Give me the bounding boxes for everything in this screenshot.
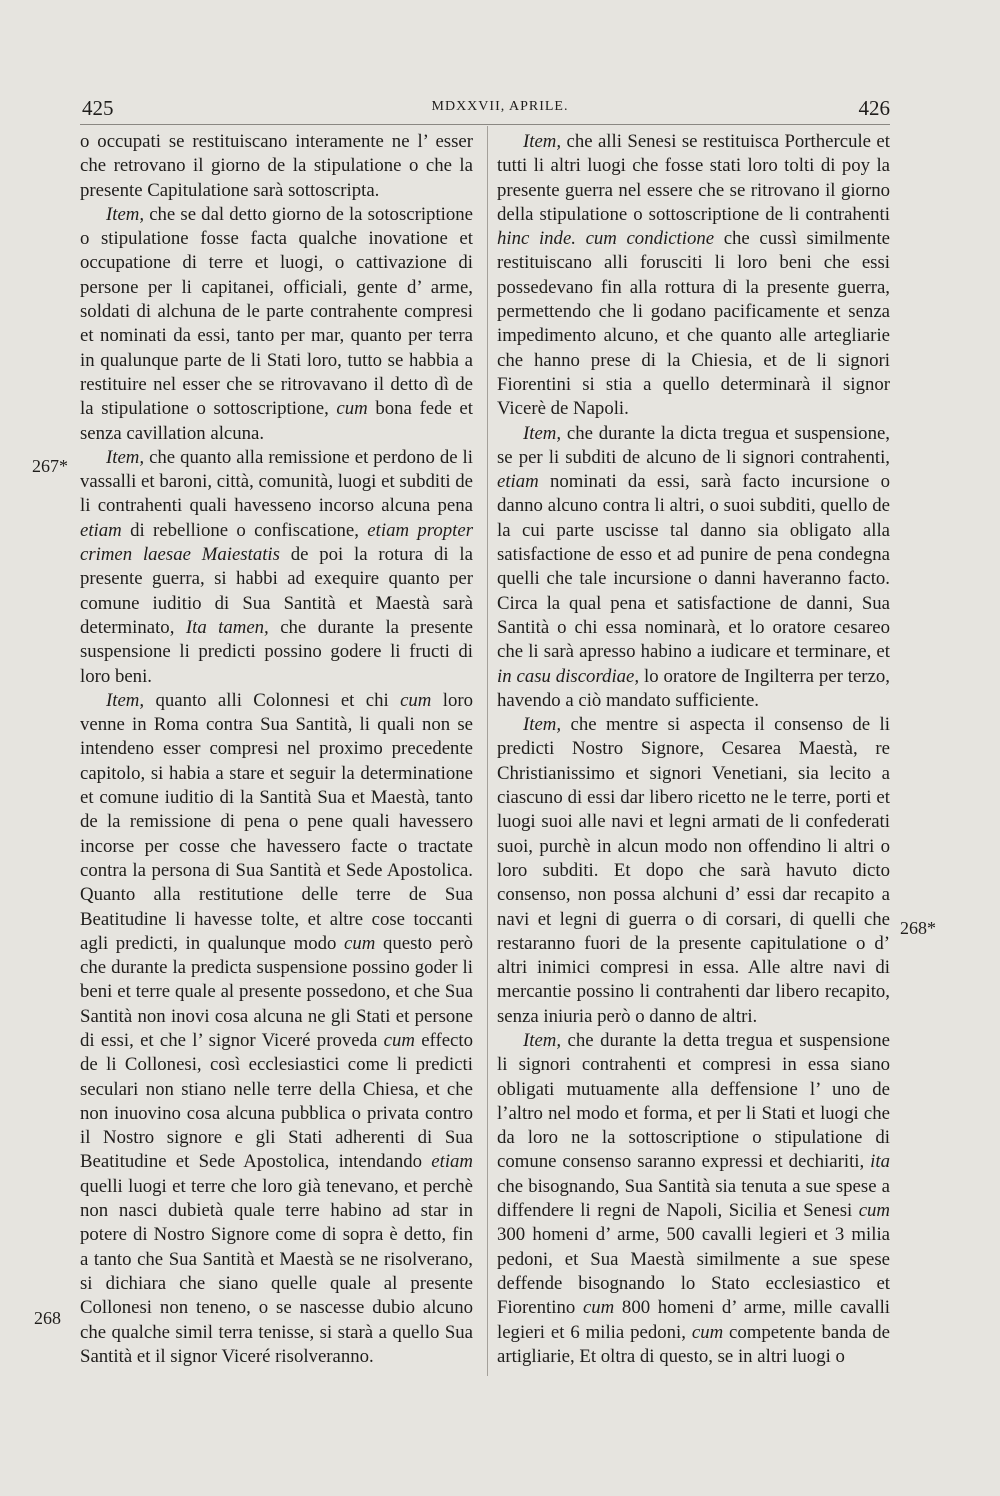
text-run: bona fede et senza cavillation alcuna. [80,398,473,444]
text-run: effecto de li Collonesi, così ecclesiastici come li predicti seculari non stiano nelle terre della Chiesa, et che non inuovino cosa alcuna pubblica o privata contro il Nostro signore e gli Stati adherenti di Sua Beatitudine et Sede Apostolica, intendando [80,1029,473,1173]
text-run: quelli luogi et terre che loro già tenevano, et perchè non nasci dubietà quale terre habino ad star in potere di Nostro Signore come di sopra è detto, fin a tanto che Sua Santità et Maestà se ne risolverano, si dichiara che siano quelle quale al presente Collonesi non teneno, o se nascesse dubio alcuno che qualche simil terra tenisse, si starà a quello Sua Santità et il signor Viceré risolveranno. [80,1175,473,1367]
paragraph [497,422,890,714]
right-page-number: 426 [858,96,890,120]
text-run: o occupati se restituiscano interamente ne l’ esser che retrovano il giorno de la stipulatione o che la presente Capitulatione sarà sottoscripta. [80,131,473,201]
text-run: quanto alli Colonnesi et chi [144,689,401,711]
running-title: MDXXVII, APRILE. [431,99,569,114]
italic-text: ita [870,1151,890,1173]
italic-text: cum [336,398,368,420]
text-run: 300 homeni d’ arme, 500 cavalli legieri et 3 milia pedoni, et Sua Maestà similmente a sue spese deffende bisognando lo Stato ecclesiastico et Fiorentino [497,1224,890,1319]
margin-note-268-right: 268* [900,918,936,938]
left-text-column [80,130,473,1369]
italic-text: cum [383,1029,415,1051]
text-run: che durante la detta tregua et suspensione li signori contrahenti et compresi in essa siano obligati mutuamente alla deffensione l’ uno de l’altro nel modo et forma, et per li Stati et luogi che da loro ne la sottoscriptione o stipulatione di comune consenso saranno expressi et dechiariti, [497,1029,890,1173]
italic-text: Ita tamen, [185,616,269,638]
italic-text: Item, [523,422,562,444]
paragraph [497,1029,890,1369]
text-run: che alli Senesi se restituisca Porthercule et tutti li altri luogi che fosse stati loro tolti di poy la presente guerra nel essere che se ritrovano il giorno della stipulatione o sottoscriptione de li contrahenti [497,131,890,225]
text-run: che quanto alla remissione et perdono de li vassalli et baroni, città, comunità, luogi et subditi de li contrahenti quali havesseno incorso alcuna pena [80,446,473,517]
text-run: di rebellione o confiscatione, [121,519,368,541]
italic-text: Item, [106,689,145,711]
italic-text: Item, [106,446,145,468]
paragraph [497,713,890,1029]
text-run: 800 homeni d’ arme, mille cavalli legieri et 6 milia pedoni, [497,1297,891,1343]
text-run: questo però che durante la predicta suspensione possino goder li beni et terre quale al presente possedono, et che Sua Santità non inovi cosa alcuna ne gli Stati et persone di essi, et che l’ signor Viceré proveda [80,932,473,1051]
italic-text: cum [400,689,432,711]
paragraph [497,130,890,422]
text-run: competente banda de artigliarie, Et oltra di questo, se in altri luogi o [497,1321,891,1367]
italic-text: Item, [523,714,562,736]
text-run: che bisognando, Sua Santità sia tenuta a sue spese a diffendere li regni de Napoli, Sicilia et Senesi [497,1175,890,1222]
paragraph [80,130,473,203]
italic-text: Item, [523,1029,562,1051]
italic-text: etiam [497,471,539,493]
left-page-number: 425 [82,96,114,120]
text-run: che durante la dicta tregua et suspensione, se per li subditi de alcuno de li signori contrahenti, [497,422,890,468]
right-text-column [497,130,890,1369]
text-run: che se dal detto giorno de la sotoscriptione o stipulatione fosse facta qualche inovatione et occupatione di terre et luogi, o cattivazione di persone per li capitanei, officiali, gente d’ arme, soldati di alchuna de le parte contrahente compresi et nominati da essi, tanto per mar, quanto per terra in qualunque parte de li Stati loro, tutto se habbia a restituire nel esser che se ritrovavano il detto dì de la stipulatione o sottoscriptione, [80,203,473,420]
italic-text: in casu discordiae, [497,665,640,687]
italic-text: etiam [80,519,122,541]
italic-text: hinc inde. cum condictione [497,228,715,250]
italic-text: Item, [523,131,562,152]
italic-text: Item, [106,203,145,225]
italic-text: etiam propter crimen laesae Maiestatis [80,519,473,566]
italic-text: cum [582,1297,615,1319]
text-run: che cussì similmente restituiscano alli forusciti li loro beni che essi possedevano fin alla rottura di la presente guerra, permettendo che li godano pacificamente et senza impedimento alcuno, et che quanto alle artegliarie che hanno prese di la Chiesia, et de li signori Fiorentini si stia a quello determinarà il signor Vicerè de Napoli. [497,228,890,420]
italic-text: cum [691,1321,724,1343]
text-run: che durante la presente suspensione li predicti possino godere li fructi di loro beni. [80,616,474,687]
column-divider [487,126,488,1376]
italic-text: cum [858,1200,890,1222]
paragraph [80,689,473,1369]
paragraph [80,446,473,689]
italic-text: etiam [431,1151,473,1173]
text-run: lo oratore de Ingilterra per terzo, havendo a ciò mandato sufficiente. [497,665,890,711]
text-run: nominati da essi, sarà facto incursione o danno alcuno contra li altri, o suoi subditi, quello de la cui parte uscisse tal danno sia obligato alla satisfactione de esso et ad punire de pena condegna quelli che tale incursione o danni haveranno facto. Circa la qual pena et satisfactione de danni, Sua Santità o chi essa nominarà, et lo oratore cesareo che li sarà apresso habino a iudicare et terminare, et [497,471,890,663]
text-run: che mentre si aspecta il consenso de li predicti Nostro Signore, Cesarea Maestà, re Christianissimo et signori Venetiani, sia lecito a ciascuno di essi dar libero ricetto ne le terre, porti et luogi suoi alle navi et legni armati de li confederati suoi, purchè in alcun modo non offendino li altri o loro subditi. Et dopo che sarà havuto dicto consenso, non possa alchuni d’ essi dar recapito a navi et legni di guerra o di corsari, di quelli che restaranno fuori de la presente capitulatione o d’ altri inimici compresi in essa. Alle altre navi di mercantie possino li contrahenti dar libero recapito, senza iniuria però o danno de altri. [497,714,890,1027]
paragraph [80,203,473,446]
margin-note-268-left: 268 [34,1308,61,1328]
text-run: de poi la rotura di la presente guerra, si habbi ad exequire quanto per comune iuditio di Sua Santità et Maestà sarà determinato, [80,544,473,638]
page-header [0,96,1000,124]
italic-text: cum [344,932,376,954]
margin-note-267: 267* [32,456,68,476]
text-run: loro venne in Roma contra Sua Santità, li quali non se intendeno esser compresi nel proximo precedente capitolo, si habia a stare et seguir la determinatione et comune iuditio di la Santità Sua et Maestà, tanto de la remissione di pena o pene quali havessero incorse per cosse che havessero facte o tractate contra la persona di Sua Santità et Sede Apostolica. Quanto alla restitutione delle terre de Sua Beatitudine li havesse tolte, et altre cose toccanti agli predicti, in qualunque modo [80,689,473,954]
header-rule [80,124,890,125]
